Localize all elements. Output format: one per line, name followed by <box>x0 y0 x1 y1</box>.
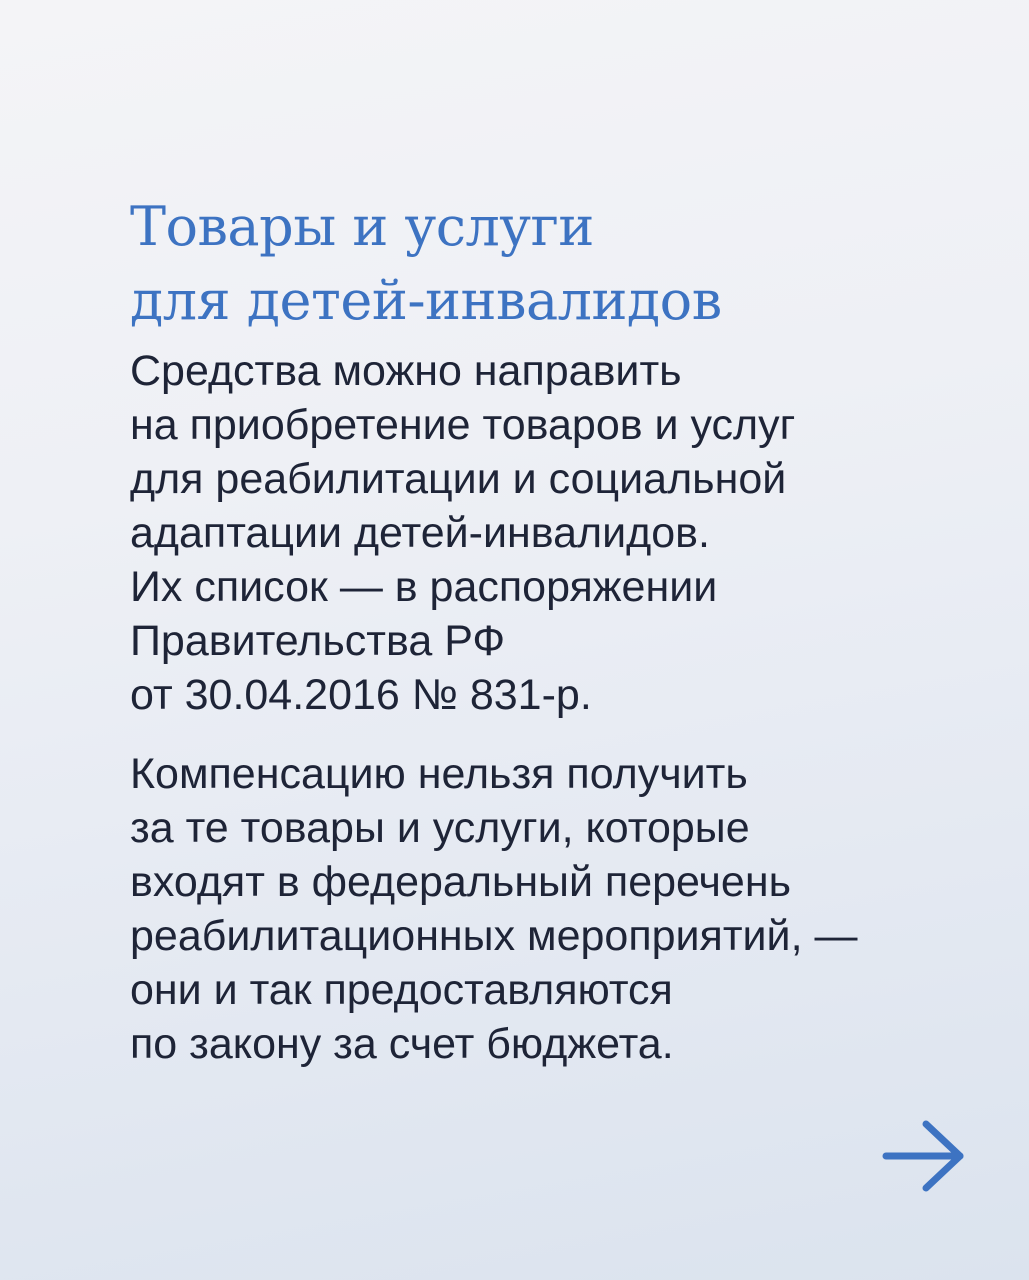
paragraph-line: входят в федеральный перечень <box>130 858 791 906</box>
paragraph-line: на приобретение товаров и услуг <box>130 401 796 449</box>
paragraph-line: для реабилитации и социальной <box>130 455 787 503</box>
paragraph-line: за те товары и услуги, которые <box>130 804 750 852</box>
paragraph-line: Правительства РФ <box>130 617 506 665</box>
body-paragraph-compensation <box>130 747 857 1071</box>
slide-title <box>130 190 722 338</box>
paragraph-line: Компенсацию нельзя получить <box>130 750 748 798</box>
paragraph-line: они и так предоставляются <box>130 966 673 1014</box>
paragraph-line: адаптации детей-инвалидов. <box>130 509 710 557</box>
paragraph-line: по закону за счет бюджета. <box>130 1020 674 1068</box>
slide-title-line: для детей-инвалидов <box>130 269 722 332</box>
paragraph-line: реабилитационных мероприятий, — <box>130 912 858 960</box>
next-slide-button[interactable] <box>880 1118 970 1194</box>
paragraph-line: Средства можно направить <box>130 347 682 395</box>
paragraph-line: Их список — в распоряжении <box>130 563 718 611</box>
arrow-right-icon <box>880 1118 970 1194</box>
paragraph-line: от 30.04.2016 № 831-р. <box>130 671 592 719</box>
body-paragraph-rehabilitation <box>130 344 795 722</box>
slide-title-line: Товары и услуги <box>130 195 594 258</box>
